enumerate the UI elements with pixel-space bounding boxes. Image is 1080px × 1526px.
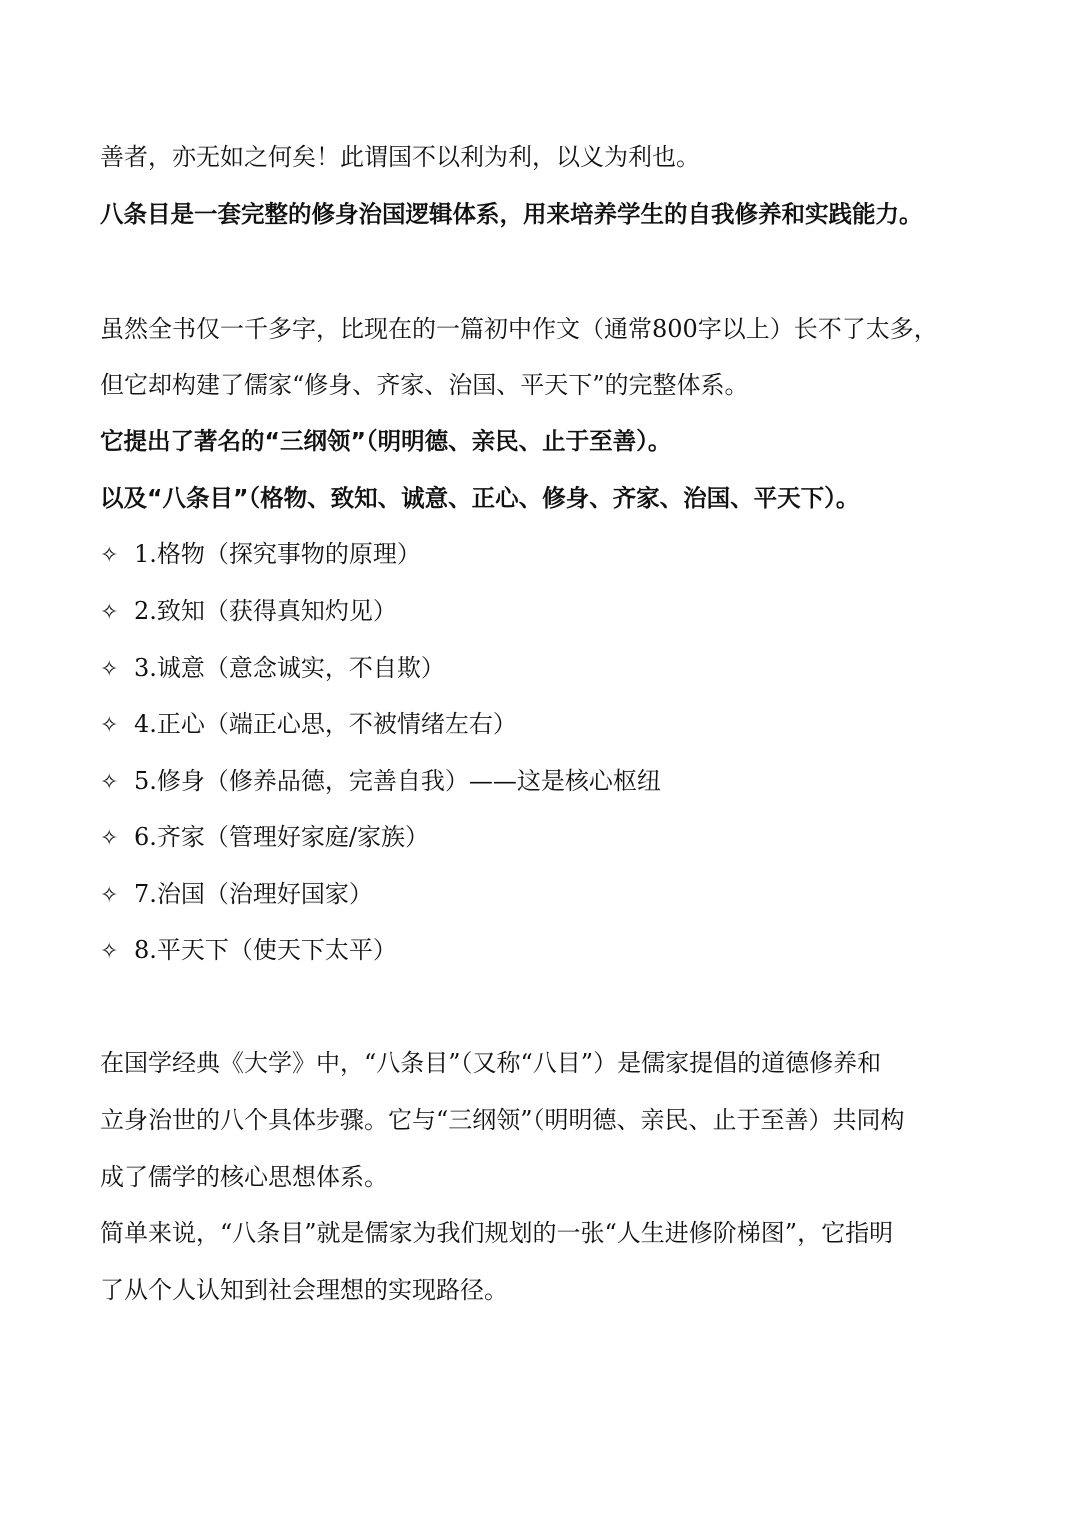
list-item — [100, 653, 445, 685]
four-pointed-star-icon: ✧ — [100, 770, 119, 795]
list-item-text: 4.正心（端正心思，不被情绪左右） — [134, 710, 517, 738]
four-pointed-star-icon: ✧ — [100, 883, 119, 908]
list-item-text: 6.齐家（管理好家庭/家族） — [134, 823, 429, 851]
list-item — [100, 709, 517, 741]
list-item-text: 8.平天下（使天下太平） — [134, 936, 397, 964]
four-pointed-star-icon: ✧ — [100, 657, 119, 682]
paragraph-text: 虽然全书仅一千多字，比现在的一篇初中作文（通常800字以上）长不了太多， — [100, 315, 938, 343]
list-item — [100, 766, 661, 798]
list-item-text: 1.格物（探究事物的原理） — [134, 540, 421, 568]
bold-text: 它提出了著名的“三纲领”（明明德、亲民、止于至善）。 — [100, 427, 672, 455]
four-pointed-star-icon: ✧ — [100, 826, 119, 851]
bold-summary-text: 八条目是一套完整的修身治国逻辑体系，用来培养学生的自我修养和实践能力。 — [100, 200, 923, 228]
list-item-text: 3.诚意（意念诚实，不自欺） — [134, 654, 445, 682]
list-item — [100, 935, 397, 967]
list-item — [100, 596, 397, 628]
paragraph-text: 简单来说，“八条目”就是儒家为我们规划的一张“人生进修阶梯图”，它指明 — [100, 1219, 894, 1247]
four-pointed-star-icon: ✧ — [100, 939, 119, 964]
list-item — [100, 539, 421, 571]
paragraph-text: 了从个人认知到社会理想的实现路径。 — [100, 1276, 508, 1304]
paragraph-text: 但它却构建了儒家“修身、齐家、治国、平天下”的完整体系。 — [100, 371, 749, 399]
paragraph-text: 善者，亦无如之何矣！此谓国不以利为利，以义为利也。 — [100, 143, 700, 171]
bold-text: 以及“八条目”（格物、致知、诚意、正心、修身、齐家、治国、平天下）。 — [100, 484, 860, 512]
four-pointed-star-icon: ✧ — [100, 543, 119, 568]
list-item-text: 5.修身（修养品德，完善自我）——这是核心枢纽 — [134, 767, 661, 795]
four-pointed-star-icon: ✧ — [100, 600, 119, 625]
paragraph-text: 立身治世的八个具体步骤。它与“三纲领”（明明德、亲民、止于至善）共同构 — [100, 1106, 905, 1134]
list-item-text: 2.致知（获得真知灼见） — [134, 597, 397, 625]
list-item — [100, 879, 373, 911]
four-pointed-star-icon: ✧ — [100, 713, 119, 738]
paragraph-text: 成了儒学的核心思想体系。 — [100, 1163, 388, 1191]
paragraph-text: 在国学经典《大学》中，“八条目”（又称“八目”）是儒家提倡的道德修养和 — [100, 1049, 882, 1077]
list-item-text: 7.治国（治理好国家） — [134, 880, 373, 908]
list-item — [100, 822, 429, 854]
